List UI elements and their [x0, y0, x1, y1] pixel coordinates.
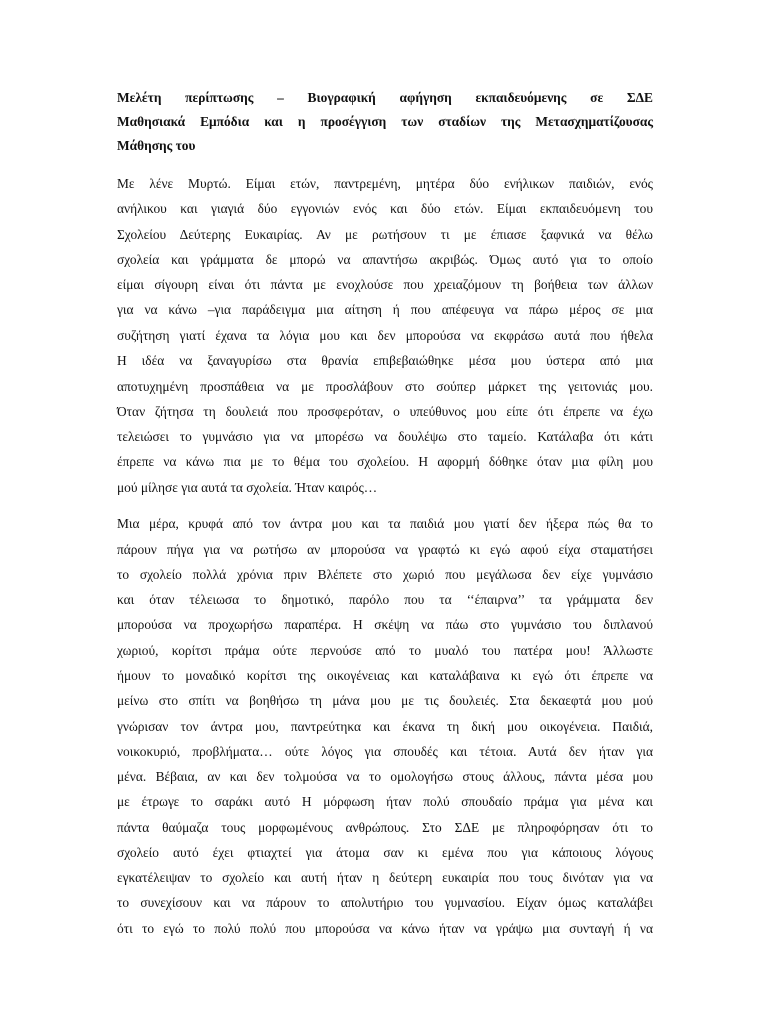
paragraph-2-line: και όταν τέλειωσα το δημοτικό, παρόλο που τα ‘‘έπαιρνα’’ τα γράμματα δεν	[117, 592, 653, 607]
paragraph-1-line: είμαι σίγουρη είναι ότι πάντα με ενοχλούσε που χρειαζόμουν τη βοήθεια των άλλων	[117, 277, 653, 292]
paragraph-2-line: το σχολείο πολλά χρόνια πριν Βλέπετε στο χωριό που μεγάλωσα δεν είχε γυμνάσιο	[117, 567, 653, 582]
paragraph-1-line: έπρεπε να κάνω πια με το θέμα του σχολείου. Η αφορμή δόθηκε όταν μια φίλη μου	[117, 454, 653, 469]
paragraph-1-line: αποτυχημένη προσπάθεια να με προσλάβουν στο σούπερ μάρκετ της γειτονιάς μου.	[117, 379, 653, 394]
paragraph-1-line: τελειώσει το γυμνάσιο για να μπορέσω να δουλέψω στο ταμείο. Κατάλαβα ότι κάτι	[117, 429, 653, 444]
paragraph-1-line: ανήλικου και γιαγιά δύο εγγονιών ενός και δύο ετών. Είμαι εκπαιδευόμενη του	[117, 201, 653, 216]
title-line-2: Μαθησιακά Εμπόδια και η προσέγγιση των σταδίων της Μετασχηματίζουσας	[117, 114, 653, 129]
paragraph-1-line: Η ιδέα να ξαναγυρίσω στα θρανία επιβεβαιώθηκε μέσα μου ύστερα από μια	[117, 353, 653, 368]
paragraph-2-line: πάντα θαύμαζα τους μορφωμένους ανθρώπους. Στο ΣΔΕ με πληροφόρησαν ότι το	[117, 820, 653, 835]
paragraph-1-line: Σχολείου Δεύτερης Ευκαιρίας. Αν με ρωτήσουν τι με έπιασε ξαφνικά να θέλω	[117, 227, 653, 242]
paragraph-2-line: ότι το εγώ το πολύ πολύ που μπορούσα να κάνω ήταν να γράψω μια συνταγή ή να	[117, 921, 653, 936]
paragraph-1-line: μού μίλησε για αυτά τα σχολεία. Ήταν καιρός…	[117, 480, 378, 495]
paragraph-2-line: χωριού, κορίτσι πράμα ούτε περνούσε από το μυαλό του πατέρα μου! Άλλωστε	[117, 643, 653, 658]
paragraph-2-line: ήμουν το μοναδικό κορίτσι της οικογένειας και καταλάβαινα κι εγώ ότι έπρεπε να	[117, 668, 653, 683]
paragraph-2-line: μένα. Βέβαια, αν και δεν τολμούσα να το ομολογήσω στους άλλους, πάντα μέσα μου	[117, 769, 653, 784]
paragraph-2-line: γνώρισαν τον άντρα μου, παντρεύτηκα και έκανα τη δική μου οικογένεια. Παιδιά,	[117, 719, 653, 734]
paragraph-2-line: Μια μέρα, κρυφά από τον άντρα μου και τα παιδιά μου γιατί δεν ήξερα πώς θα το	[117, 516, 653, 531]
paragraph-2-line: εγκατέλειψαν το σχολείο και αυτή ήταν η δεύτερη ευκαιρία που τους δινόταν για να	[117, 870, 653, 885]
title-line-1: Μελέτη περίπτωσης – Βιογραφική αφήγηση εκπαιδευόμενης σε ΣΔΕ	[117, 90, 653, 105]
paragraph-2-line: πάρουν πήγα για να ρωτήσω αν μπορούσα να γραφτώ κι εγώ αφού είχα σταματήσει	[117, 542, 653, 557]
paragraph-1-line: σχολεία και γράμματα δε μπορώ να απαντήσω ακριβώς. Όμως αυτό για το οποίο	[117, 252, 653, 267]
paragraph-1-line: Όταν ζήτησα τη δουλειά που προσφερόταν, ο υπεύθυνος μου είπε ότι έπρεπε να έχω	[117, 404, 653, 419]
paragraph-2-line: με έτρωγε το σαράκι αυτό Η μόρφωση ήταν πολύ σπουδαίο πράμα για μένα και	[117, 794, 653, 809]
paragraph-1-line: Με λένε Μυρτώ. Είμαι ετών, παντρεμένη, μητέρα δύο ενήλικων παιδιών, ενός	[117, 176, 653, 191]
paragraph-1-line: συζήτηση γιατί έχανα τα λόγια μου και δεν μπορούσα να εκφράσω αυτά που ήθελα	[117, 328, 653, 343]
paragraph-2-line: το συνεχίσουν και να πάρουν το απολυτήριο του γυμνασίου. Είχαν όμως καταλάβει	[117, 895, 653, 910]
paragraph-2-line: μπορούσα να προχωρήσω παραπέρα. Η σκέψη να πάω στο γυμνάσιο του διπλανού	[117, 617, 653, 632]
paragraph-2-line: μείνω στο σπίτι να βοηθήσω τη μάνα μου με τις δουλειές. Στα δεκαεφτά μου μού	[117, 693, 653, 708]
title-line-3: Μάθησης του	[117, 138, 196, 153]
paragraph-1-line: για να κάνω –για παράδειγμα μια αίτηση ή που απέφευγα να πάρω μέρος σε μια	[117, 302, 653, 317]
paragraph-2-line: σχολείο αυτό έχει φτιαχτεί για άτομα σαν κι εμένα που για κάποιους λόγους	[117, 845, 653, 860]
paragraph-2-line: νοικοκυριό, προβλήματα… ούτε λόγος για σπουδές και τέτοια. Αυτά δεν ήταν για	[117, 744, 653, 759]
